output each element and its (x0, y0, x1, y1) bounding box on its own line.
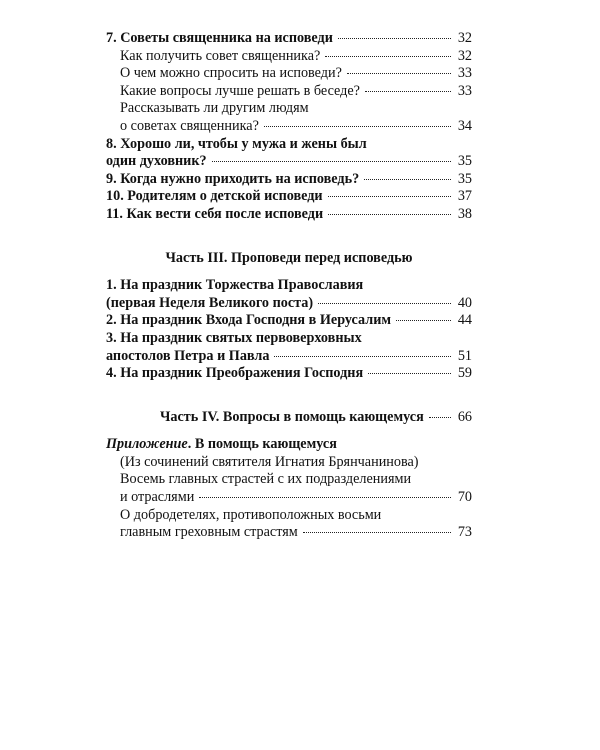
toc-entry-section-11[interactable] (106, 206, 472, 224)
dot-leader (303, 532, 451, 533)
toc-entry-title: и отраслями (120, 489, 195, 506)
toc-page-number: 35 (457, 153, 472, 170)
toc-entry-sermon-4[interactable] (106, 365, 472, 383)
toc-entry-title-line: Рассказывать ли другим людям (120, 100, 309, 117)
toc-page-number: 38 (457, 205, 472, 222)
toc-entry-title: о советах священника? (120, 117, 259, 134)
toc-entry-title: Какие вопросы лучше решать в беседе? (120, 82, 360, 99)
dot-leader (328, 196, 451, 197)
toc-page-number: 70 (457, 489, 472, 506)
toc-page-number: 32 (457, 47, 472, 64)
toc-page-number: 33 (457, 65, 472, 82)
toc-subentry[interactable] (106, 65, 472, 83)
toc-page-number: 51 (457, 347, 472, 364)
dot-leader (338, 38, 451, 39)
toc-page-number: 44 (457, 312, 472, 329)
toc-entry-section-9[interactable] (106, 171, 472, 189)
appendix-label: Приложение (106, 436, 188, 453)
part-3-heading[interactable]: Часть III. Проповеди перед исповедью (165, 249, 413, 266)
toc-entry-title: 9. Когда нужно приходить на исповедь? (106, 170, 360, 187)
dot-leader (325, 56, 451, 57)
toc-subentry[interactable] (106, 83, 472, 101)
toc-page-number: 73 (457, 524, 472, 541)
toc-entry-title-line: Восемь главных страстей с их подразделениями (120, 471, 412, 488)
toc-entry-sermon-2[interactable] (106, 312, 472, 330)
dot-leader (429, 417, 451, 418)
toc-page-number: 33 (457, 82, 472, 99)
dot-leader (365, 91, 451, 92)
toc-entry-title: 4. На праздник Преображения Господня (106, 365, 364, 382)
toc-subentry[interactable] (106, 100, 472, 135)
dot-leader (199, 497, 451, 498)
toc-entry-title: один духовник? (106, 153, 207, 170)
toc-entry-title-line: 8. Хорошо ли, чтобы у мужа и жены был (106, 135, 367, 152)
toc-entry-section-7[interactable] (106, 30, 472, 48)
dot-leader (274, 356, 451, 357)
appendix-subtitle: (Из сочинений святителя Игнатия Брянчанинова) (120, 453, 419, 470)
toc-entry-sermon-1[interactable] (106, 277, 472, 312)
toc-entry-title: Часть IV. Вопросы в помощь кающемуся (160, 408, 424, 425)
table-of-contents (106, 30, 472, 542)
dot-leader (318, 303, 451, 304)
toc-page-number: 32 (457, 30, 472, 46)
toc-entry-title-line: 1. На праздник Торжества Православия (106, 277, 364, 294)
dot-leader (328, 214, 451, 215)
toc-entry-title: (первая Неделя Великого поста) (106, 294, 314, 311)
dot-leader (212, 161, 451, 162)
toc-page-number: 37 (457, 188, 472, 205)
toc-entry-title: главным греховным страстям (120, 524, 298, 541)
toc-subentry[interactable] (106, 471, 472, 506)
dot-leader (368, 373, 451, 374)
toc-entry-title-line: О добродетелях, противоположных восьми (120, 506, 382, 523)
toc-page-number: 35 (457, 170, 472, 187)
toc-page-number: 59 (457, 365, 472, 382)
toc-entry-title: О чем можно спросить на исповеди? (120, 65, 342, 82)
toc-entry-title: Как получить совет священника? (120, 47, 321, 64)
dot-leader (396, 320, 451, 321)
toc-page-number: 66 (457, 408, 472, 425)
toc-entry-title: 7. Советы священника на исповеди (106, 30, 333, 46)
toc-subentry[interactable] (106, 507, 472, 542)
dot-leader (264, 126, 451, 127)
toc-entry-title: 11. Как вести себя после исповеди (106, 205, 324, 222)
toc-subentry[interactable] (106, 48, 472, 66)
toc-entry-title: апостолов Петра и Павла (106, 347, 270, 364)
toc-page-number: 34 (457, 117, 472, 134)
toc-entry-sermon-3[interactable] (106, 330, 472, 365)
toc-entry-title-line: 3. На праздник святых первоверховных (106, 329, 362, 346)
toc-entry-section-8[interactable] (106, 136, 472, 171)
appendix-title: . В помощь кающемуся (187, 436, 337, 453)
part-4-heading[interactable] (106, 409, 472, 427)
toc-entry-title: 2. На праздник Входа Господня в Иерусалим (106, 312, 392, 329)
toc-page-number: 40 (457, 294, 472, 311)
appendix-heading[interactable] (106, 436, 472, 454)
dot-leader (364, 179, 451, 180)
toc-entry-title: 10. Родителям о детской исповеди (106, 188, 323, 205)
toc-entry-section-10[interactable] (106, 188, 472, 206)
dot-leader (347, 73, 451, 74)
